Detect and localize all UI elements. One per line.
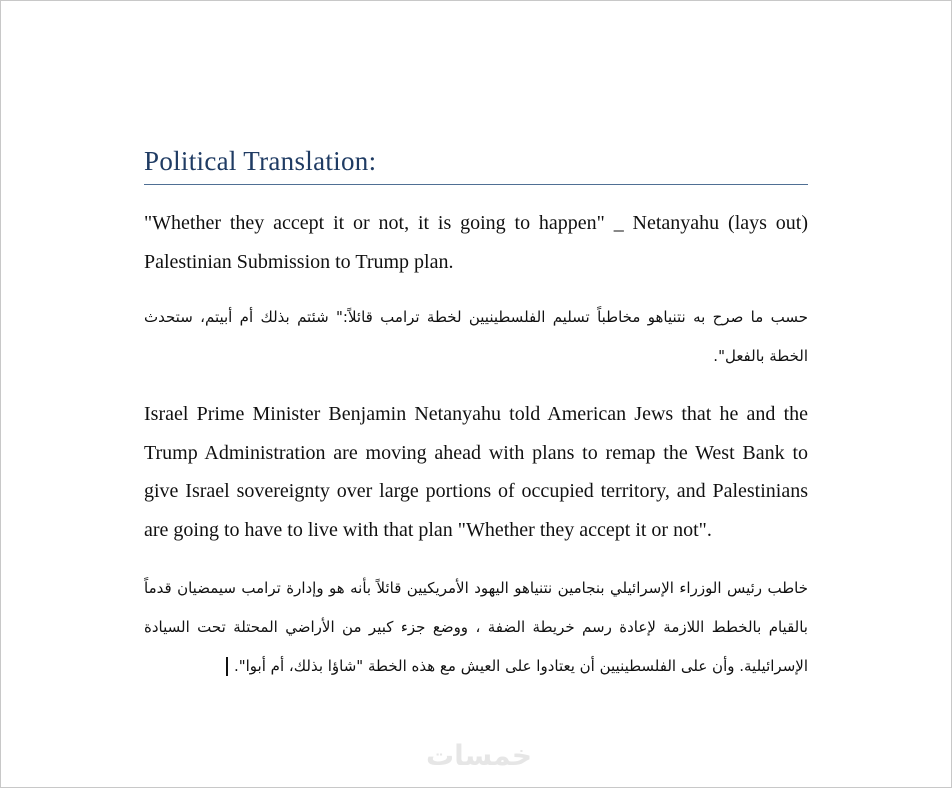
english-body-paragraph: Israel Prime Minister Benjamin Netanyahu told American Jews that he and the Trump Administration are moving ahead with plans to remap the West Bank to give Israel sovereignty over large portions of occupied territory, and Palestinians are going to have to live with that plan "Whether they accept it or not".: [144, 403, 808, 541]
watermark-logo: خمسات: [425, 739, 533, 772]
text-cursor: [226, 657, 228, 676]
document-heading: Political Translation:: [144, 141, 808, 185]
document-page[interactable]: [144, 141, 808, 686]
arabic-quote-paragraph: حسب ما صرح به نتنياهو مخاطباً تسليم الفلسطينيين لخطة ترامب قائلاً:" شئتم بذلك أم أبيتم، ستحدث الخطة بالفعل".: [144, 308, 808, 365]
english-quote-paragraph: "Whether they accept it or not, it is going to happen" _ Netanyahu (lays out) Palestinian Submission to Trump plan.: [144, 212, 808, 273]
arabic-body-paragraph[interactable]: [144, 569, 808, 686]
arabic-body-text: خاطب رئيس الوزراء الإسرائيلي بنجامين نتنياهو اليهود الأمريكيين قائلاً بأنه هو وإدارة ترامب سيمضيان قدماً بالقيام بالخطط اللازمة لإعادة رسم خريطة الضفة ، ووضع جزء كبير من الأراضي المحتلة تحت السيادة الإسرائيلية. وأن على الفلسطينيين أن يعتادوا على العيش مع هذه الخطة "شاؤا بذلك، أم أبوا".: [144, 579, 808, 675]
